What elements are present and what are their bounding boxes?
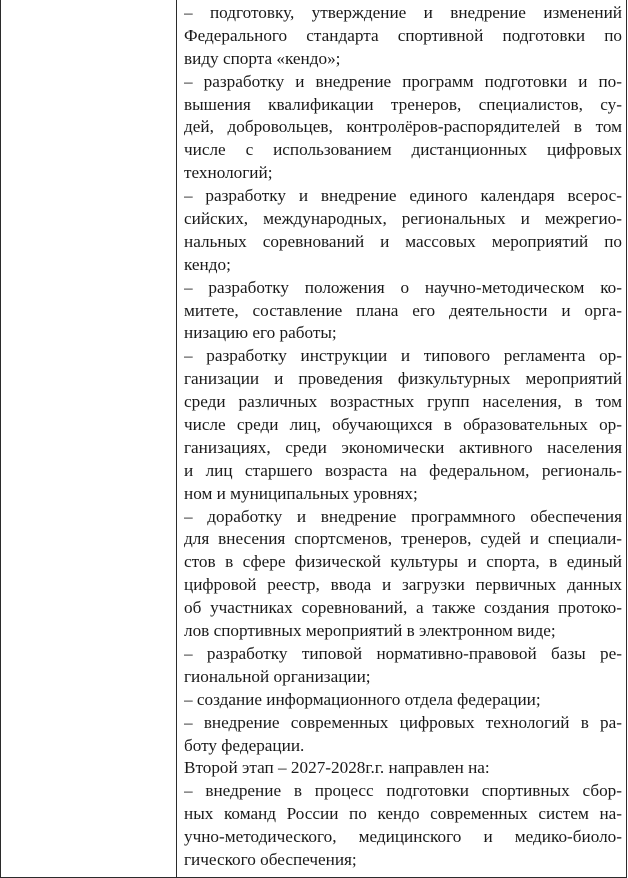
text-line: гического обеспечения; bbox=[184, 849, 357, 869]
text-line: Второй этап – 2027-2028г.г. направлен на: bbox=[184, 758, 490, 778]
text-line: низацию его работы; bbox=[184, 323, 337, 343]
text-line: дей, добровольцев, контролёров-распорядителей в том bbox=[184, 117, 622, 137]
text-line: вышения квалификации тренеров, специалистов, су- bbox=[184, 94, 622, 114]
text-line: гиональной организации; bbox=[184, 666, 371, 686]
text-line: – внедрение в процесс подготовки спортивных сбор- bbox=[184, 781, 622, 801]
text-line: виду спорта «кендо»; bbox=[184, 48, 341, 68]
text-line: – разработку инструкции и типового регламента ор- bbox=[184, 346, 622, 366]
text-line: митете, составление плана его деятельности и орга- bbox=[184, 300, 622, 320]
text-line: стов в сфере физической культуры и спорта, в единый bbox=[184, 552, 622, 572]
text-line: Федерального стандарта спортивной подготовки по bbox=[184, 25, 622, 45]
text-line: для внесения спортсменов, тренеров, судей и специали- bbox=[184, 529, 622, 549]
text-line: – внедрение современных цифровых технологий в ра- bbox=[184, 712, 622, 732]
text-line: – создание информационного отдела федерации; bbox=[184, 689, 541, 709]
text-line: боту федерации. bbox=[184, 735, 305, 755]
text-line: сийских, международных, региональных и межрегио- bbox=[184, 209, 622, 229]
text-line: числе с использованием дистанционных цифровых bbox=[184, 140, 622, 160]
text-line: нальных соревнований и массовых мероприятий по bbox=[184, 231, 622, 251]
text-line: – разработку и внедрение единого календаря всерос- bbox=[184, 186, 622, 206]
text-line: технологий; bbox=[184, 163, 273, 183]
text-line: – доработку и внедрение программного обеспечения bbox=[184, 506, 622, 526]
text-line: – подготовку, утверждение и внедрение изменений bbox=[184, 3, 622, 22]
text-line: – разработку положения о научно-методическом ко- bbox=[184, 277, 622, 297]
text-line: кендо; bbox=[184, 254, 231, 274]
text-line: учно-методического, медицинского и медико-биоло- bbox=[184, 827, 622, 847]
text-line: – разработку и внедрение программ подготовки и по- bbox=[184, 71, 622, 91]
text-line: ганизации и проведения физкультурных мероприятий bbox=[184, 369, 622, 389]
text-line: среди различных возрастных групп населения, в том bbox=[184, 392, 622, 412]
text-line: числе среди лиц, обучающихся в образовательных ор- bbox=[184, 415, 622, 435]
text-line: и лиц старшего возраста на федеральном, региональ- bbox=[184, 460, 622, 480]
text-line: ганизациях, среди экономически активного населения bbox=[184, 437, 622, 457]
text-line: об участниках соревнований, а также создания протоко- bbox=[184, 598, 622, 618]
text-line: ном и муниципальных уровнях; bbox=[184, 483, 418, 503]
text-line: цифровой реестр, ввода и загрузки первичных данных bbox=[184, 575, 622, 595]
text-cell bbox=[184, 2, 622, 872]
column-divider bbox=[176, 0, 177, 878]
empty-left-cell bbox=[0, 0, 176, 878]
text-line: лов спортивных мероприятий в электронном виде; bbox=[184, 621, 556, 641]
text-line: ных команд России по кендо современных систем на- bbox=[184, 804, 622, 824]
text-line: – разработку типовой нормативно-правовой базы ре- bbox=[184, 643, 622, 663]
